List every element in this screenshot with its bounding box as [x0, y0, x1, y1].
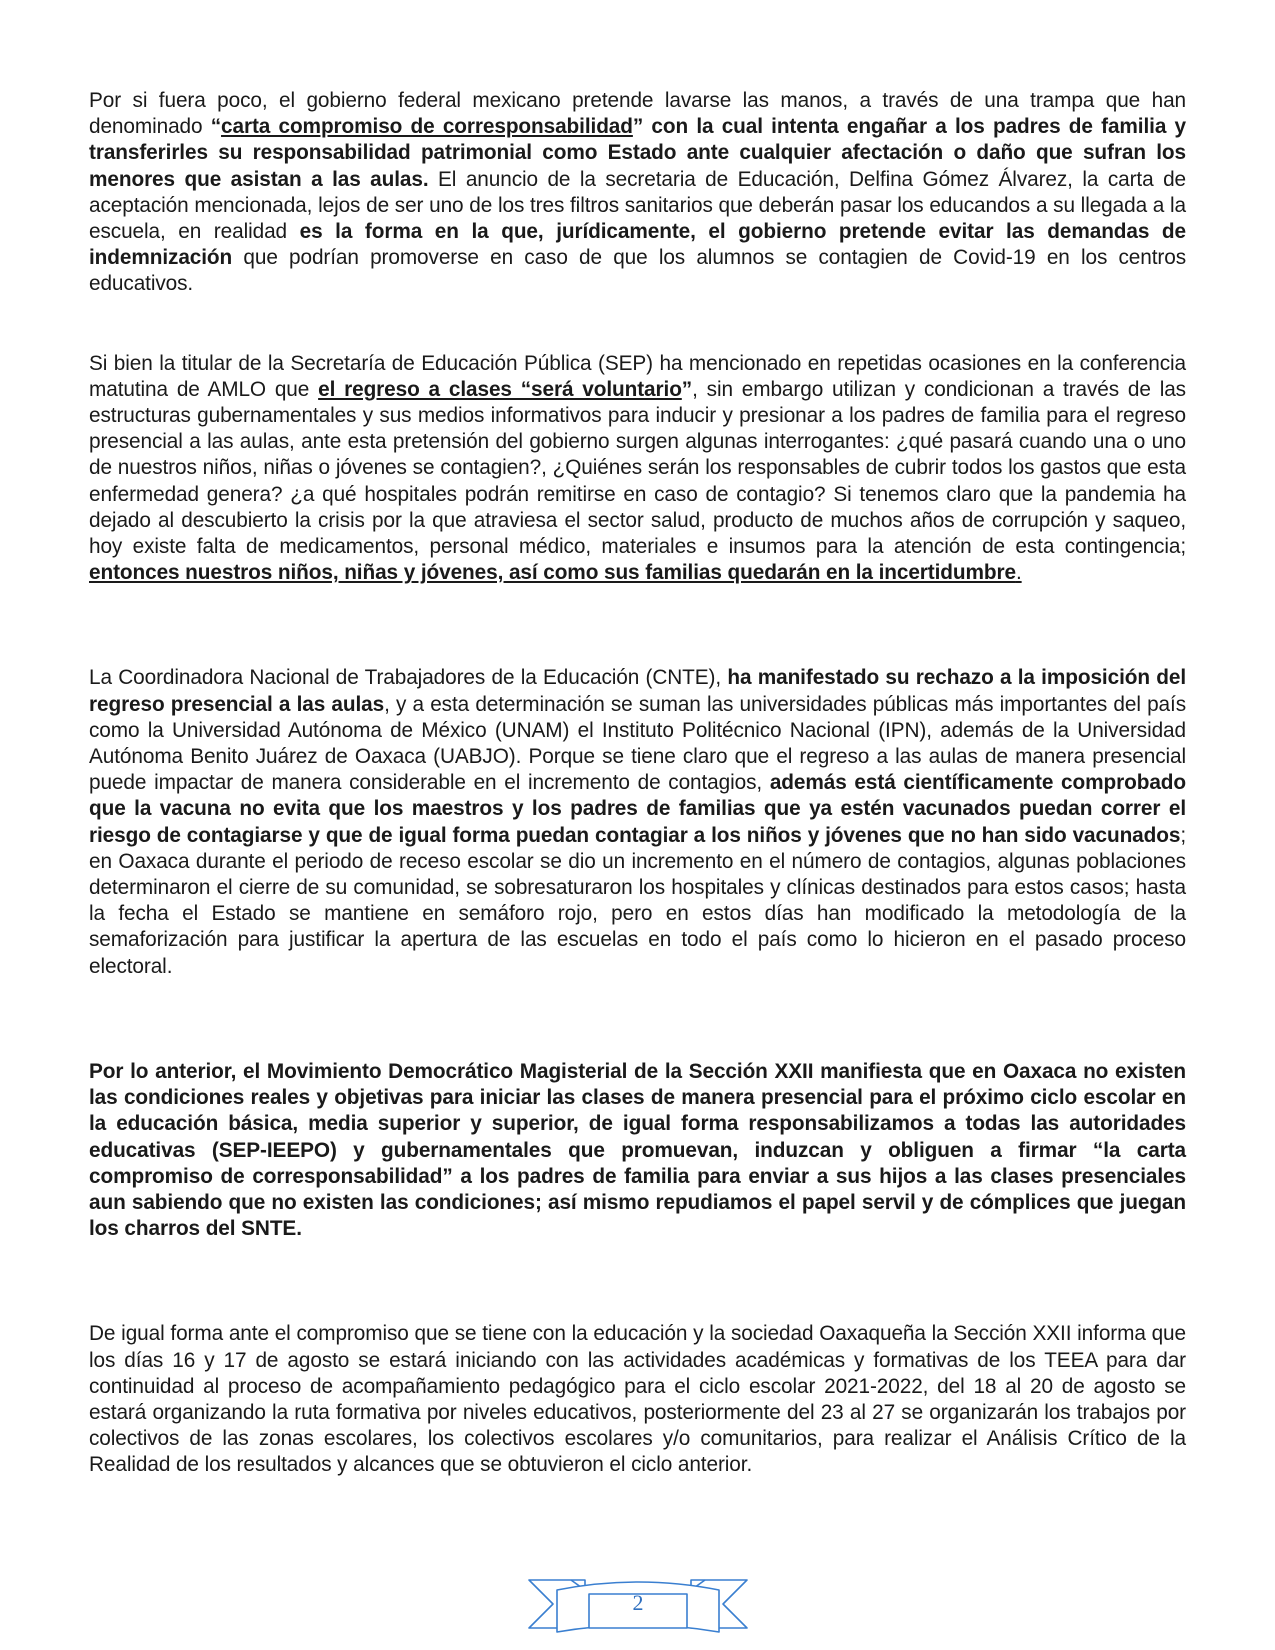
- text-run: que podrían promoverse en caso de que los alumnos se contagien de Covid-19 en los centros educativos.: [89, 246, 1186, 296]
- text-run: La Coordinadora Nacional de Trabajadores de la Educación (CNTE),: [89, 666, 728, 690]
- document-body: [89, 88, 1186, 1479]
- page-number: 2: [632, 1590, 644, 1615]
- text-run: , y a esta determinación se suman las universidades públicas más importantes del país como la Universidad Autónoma de México (UNAM) el Instituto Politécnico Nacional (IPN), además de la Universidad Autónoma Benito Juárez de Oaxaca (UABJO). Porque se tiene claro que el regreso a las aulas de manera presencial puede impactar de manera considerable en el incremento de contagios,: [89, 692, 1187, 795]
- text-run-bold: es la forma en la que, jurídicamente, el gobierno pretende evitar las demandas de indemnización: [89, 220, 1187, 270]
- paragraph: [89, 351, 1186, 587]
- text-run-bold-underlined: entonces nuestros niños, niñas y jóvenes, así como sus familias quedarán en la incertidumbre: [89, 561, 1016, 585]
- text-run: De igual forma ante el compromiso que se tiene con la educación y la sociedad Oaxaqueña la Sección XXII informa que los días 16 y 17 de agosto se estará iniciando con las actividades académicas y formativas de los TEEA para dar continuidad al proceso de acompañamiento pedagógico para el ciclo escolar 2021-2022, del 18 al 20 de agosto se estará organizando la ruta formativa por niveles educativos, posteriormente del 23 al 27 se organizarán los trabajos por colectivos de las zonas escolares, los colectivos escolares y/o comunitarios, para realizar el Análisis Crítico de la Realidad de los resultados y alcances que se obtuvieron el ciclo anterior.: [89, 1322, 1186, 1477]
- page-footer: [527, 1576, 749, 1634]
- text-run: ; en Oaxaca durante el periodo de receso escolar se dio un incremento en el número de contagios, algunas poblaciones determinaron el cierre de su comunidad, se sobresaturaron los hospitales y clínicas destinados para estos casos; hasta la fecha el Estado se mantiene en semáforo rojo, pero en estos días han modificado la metodología de la semaforización para justificar la apertura de las escuelas en todo el país como lo hicieron en el pasado proceso electoral.: [89, 823, 1186, 978]
- paragraph: [89, 665, 1186, 979]
- paragraph: [89, 1321, 1186, 1478]
- text-run-bold: “: [210, 115, 222, 139]
- text-run-bold: ha manifestado su rechazo a la imposición del regreso presencial a las aulas: [89, 666, 1186, 716]
- text-run: , sin embargo utilizan y condicionan a través de las estructuras gubernamentales y sus medios informativos para inducir y presionar a los padres de familia para el regreso presencial a las aulas, ante esta pretensión del gobierno surgen algunas interrogantes: ¿qué pasará cuando una o uno de nuestros niños, niñas o jóvenes se contagien?, ¿Quiénes serán los responsables de cubrir todos los gastos que esta enfermedad genera? ¿a qué hospitales podrán remitirse en caso de contagio? Si tenemos claro que la pandemia ha dejado al descubierto la crisis por la que atraviesa el sector salud, producto de muchos años de corrupción y saqueo, hoy existe falta de medicamentos, personal médico, materiales e insumos para la atención de esta contingencia;: [89, 377, 1186, 559]
- text-run: El anuncio de la secretaria de Educación, Delfina Gómez Álvarez, la carta de aceptación mencionada, lejos de ser uno de los tres filtros sanitarios que deberán pasar los educandos a su llegada a la escuela, en realidad: [89, 167, 1186, 244]
- text-run: Si bien la titular de la Secretaría de Educación Pública (SEP) ha mencionado en repetidas ocasiones en la conferencia matutina de AMLO que: [89, 351, 1186, 401]
- text-run-bold: además está científicamente comprobado que la vacuna no evita que los maestros y los padres de familias que ya estén vacunados puedan correr el riesgo de contagiarse y que de igual forma puedan contagiar a los niños y jóvenes que no han sido vacunados: [89, 771, 1186, 847]
- paragraph: [89, 88, 1186, 298]
- text-run-bold: ” con la cual intenta engañar a los padres de familia y transferirles su responsabilidad patrimonial como Estado ante cualquier afectación o daño que sufran los menores que asistan a las aulas.: [89, 115, 1186, 191]
- text-run-bold-underlined: carta compromiso de corresponsabilidad: [221, 115, 633, 139]
- text-run: Por lo anterior, el Movimiento Democrático Magisterial de la Sección XXII manifiesta que en Oaxaca no existen las condiciones reales y objetivas para iniciar las clases de manera presencial para el próximo ciclo escolar en la educación básica, media superior y superior, de igual forma responsabilizamos a todas las autoridades educativas (SEP-IEEPO) y gubernamentales que promuevan, induzcan y obliguen a firmar “la carta compromiso de corresponsabilidad” a los padres de familia para enviar a sus hijos a las clases presenciales aun sabiendo que no existen las condiciones; así mismo repudiamos el papel servil y de cómplices que juegan los charros del SNTE.: [89, 1059, 1186, 1241]
- text-run-bold-underlined: el regreso a clases “será voluntario: [318, 377, 682, 401]
- text-run-bold: ”: [681, 377, 693, 401]
- text-run-underlined: .: [1015, 561, 1022, 585]
- text-run: Por si fuera poco, el gobierno federal mexicano pretende lavarse las manos, a través de una trampa que han denominado: [89, 89, 1186, 139]
- paragraph-bold: [89, 1059, 1186, 1242]
